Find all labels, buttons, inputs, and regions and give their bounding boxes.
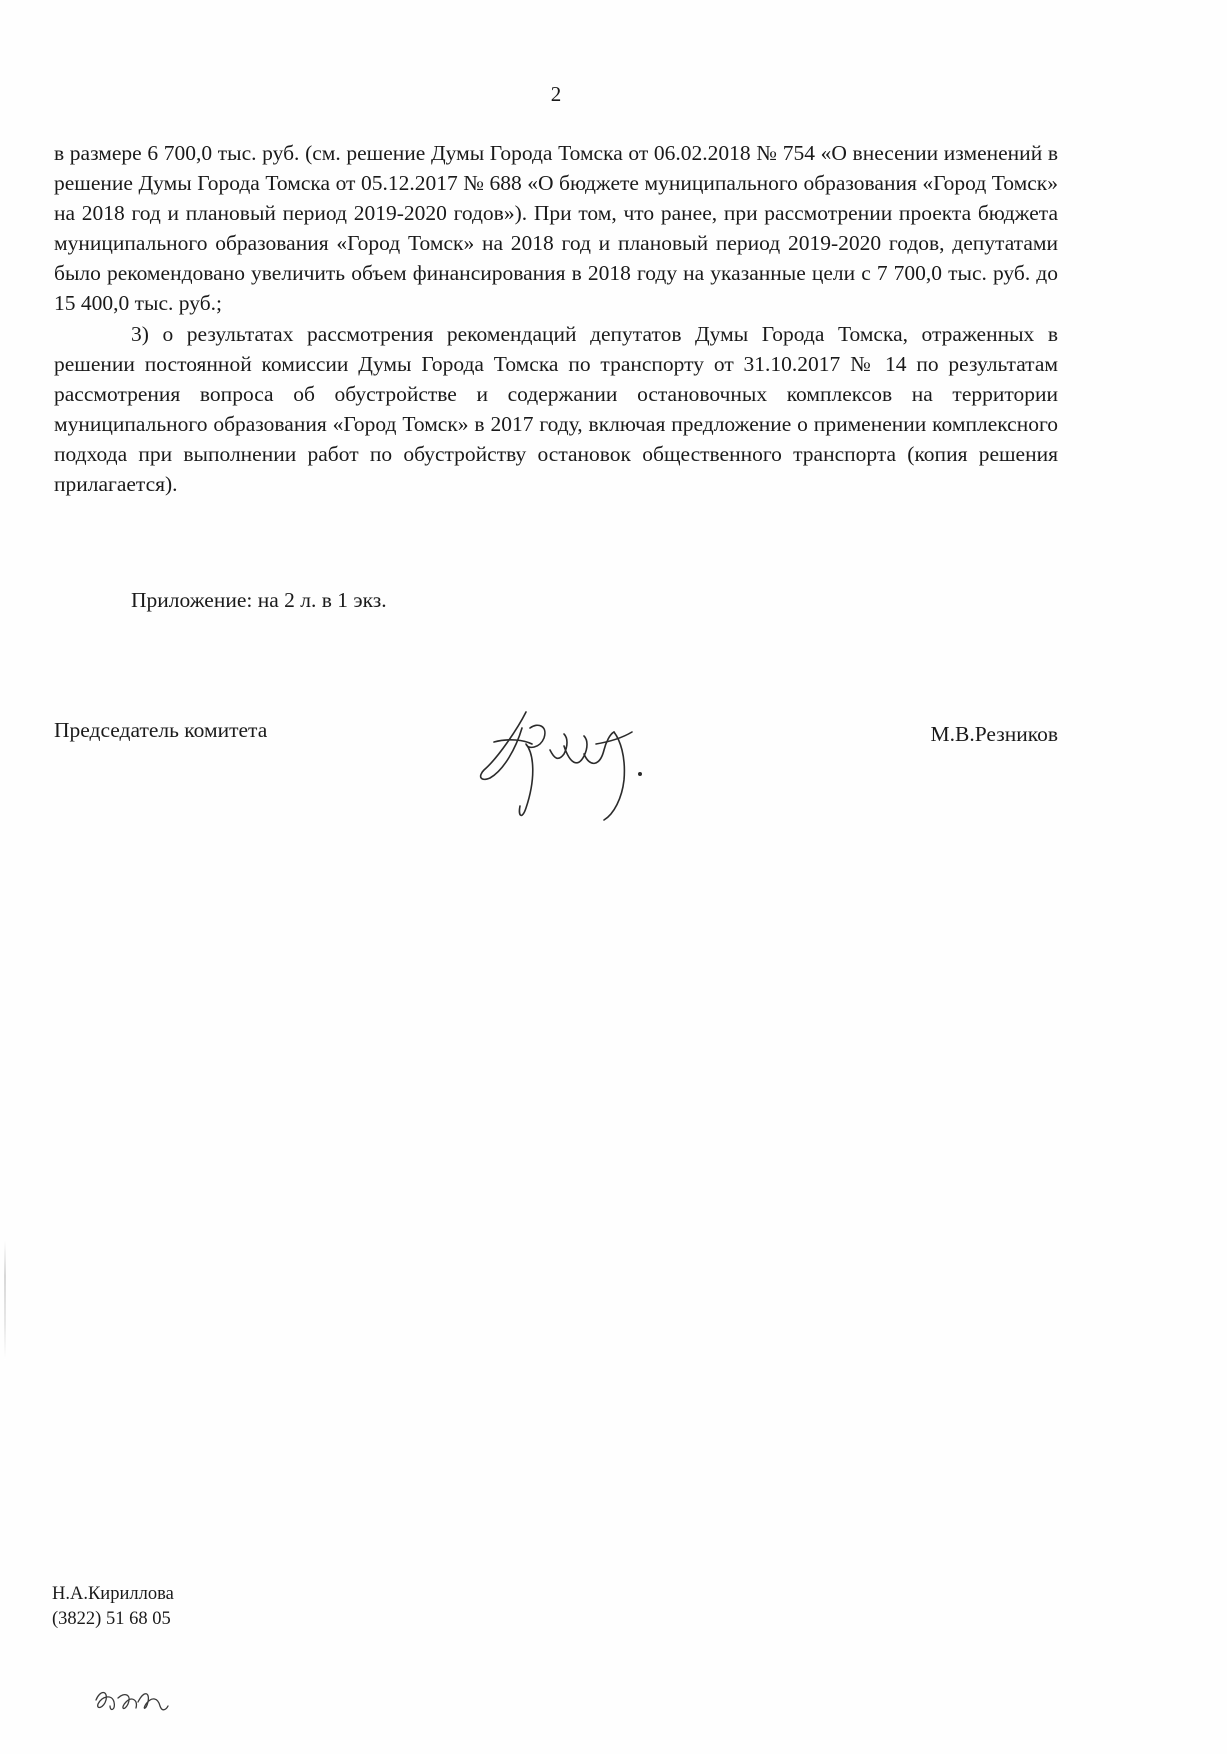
executor-phone: (3822) 51 68 05 [52,1609,171,1629]
scan-edge-artifact [4,1240,6,1360]
handwritten-initials [92,1680,172,1720]
page-number: 2 [550,82,562,106]
executor-name: Н.А.Кириллова [52,1584,174,1604]
paragraph-budget: в размере 6 700,0 тыс. руб. (см. решение Думы Города Томска от 06.02.2018 № 754 «О внесении изменений в решение Думы Города Томска от 05.12.2017 № 688 «О бюджете муниципального образования «Город Томск» на 2018 год и плановый период 2019-2020 годов»). При том, что ранее, при рассмотрении проекта бюджета муниципального образования «Город Томск» на 2018 год и плановый период 2019-2020 годов, депутатами было рекомендовано увеличить объем финансирования в 2018 году на указанные цели с 7 700,0 тыс. руб. до 15 400,0 тыс. руб.; [54,141,1058,316]
handwritten-signature [464,698,714,828]
signature-block [54,718,1058,828]
attachment-note: Приложение: на 2 л. в 1 экз. [131,588,387,612]
executor-block [52,1582,174,1632]
document-body [54,138,1058,499]
paragraph-recommendations: 3) о результатах рассмотрения рекомендаций депутатов Думы Города Томска, отраженных в решении постоянной комиссии Думы Города Томска по транспорту от 31.10.2017 № 14 по результатам рассмотрения вопроса об обустройстве и содержании остановочных комплексов на территории муниципального образования «Город Томск» в 2017 году, включая предложение о применении комплексного подхода при выполнении работ по обустройству остановок общественного транспорта (копия решения прилагается). [54,321,1058,497]
signatory-name: М.В.Резников [930,722,1058,746]
signatory-position: Председатель комитета [54,718,268,742]
